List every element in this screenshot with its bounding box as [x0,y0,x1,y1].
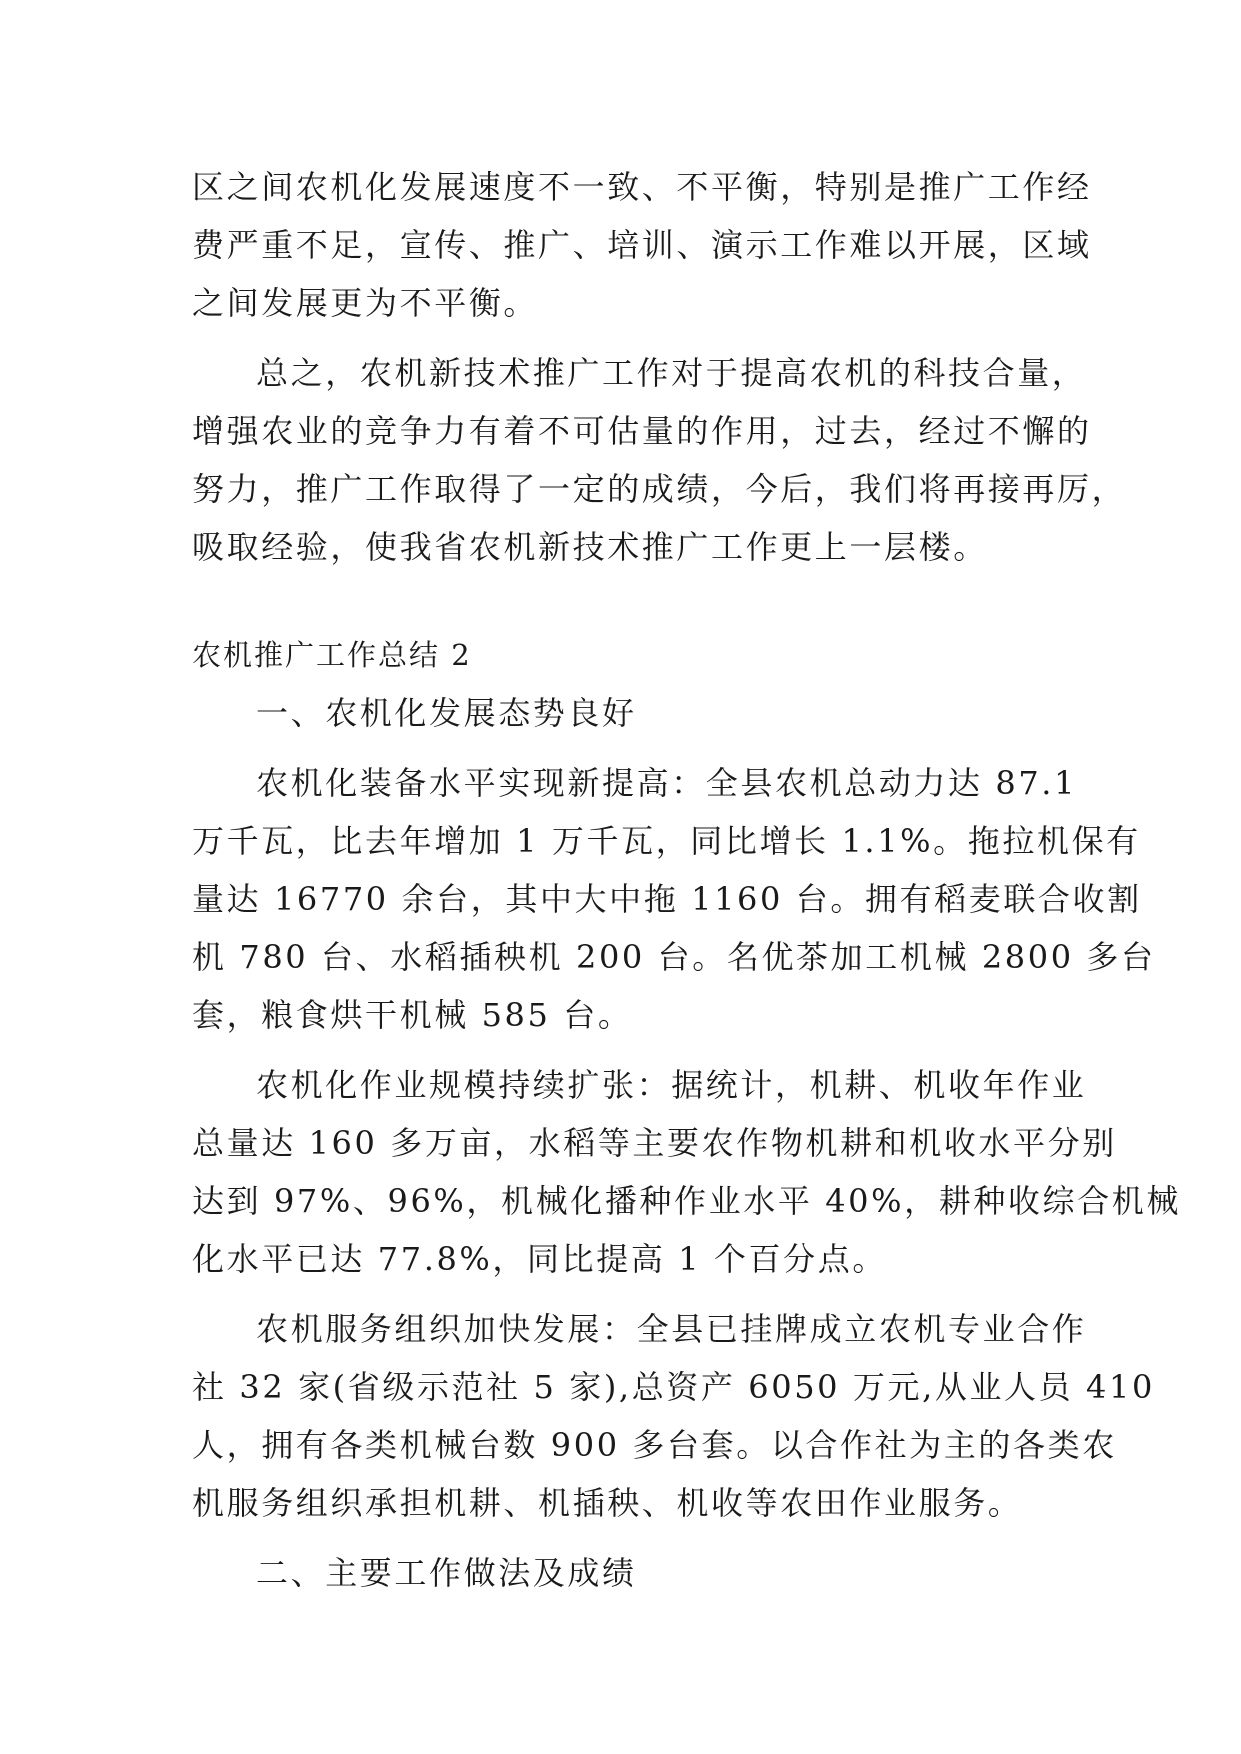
text-line: 化水平已达 77.8%，同比提高 1 个百分点。 [192,1240,887,1278]
paragraph-services [192,1300,1155,1532]
text-line: 人，拥有各类机械台数 900 多台套。以合作社为主的各类农 [192,1426,1117,1464]
text-line: 农机化作业规模持续扩张：据统计，机耕、机收年作业 [256,1066,1087,1104]
text-line: 区之间农机化发展速度不一致、不平衡，特别是推广工作经 [192,168,1092,206]
text-line: 之间发展更为不平衡。 [192,284,539,322]
text-line: 机服务组织承担机耕、机插秧、机收等农田作业服务。 [192,1484,1023,1522]
text-line: 增强农业的竞争力有着不可估量的作用，过去，经过不懈的 [192,412,1092,450]
paragraph-summary [192,344,1127,576]
text-line: 量达 16770 余台，其中大中拖 1160 台。拥有稻麦联合收割 [192,880,1142,918]
paragraph-continuation [192,158,1092,332]
text-line: 总之，农机新技术推广工作对于提高农机的科技合量， [256,354,1087,392]
text-line: 努力，推广工作取得了一定的成绩，今后，我们将再接再厉， [192,470,1127,508]
paragraph-operations [192,1056,1181,1288]
text-line: 套，粮食烘干机械 585 台。 [192,996,633,1034]
text-line: 费严重不足，宣传、推广、培训、演示工作难以开展，区域 [192,226,1092,264]
text-line: 吸取经验，使我省农机新技术推广工作更上一层楼。 [192,528,988,566]
text-line: 万千瓦，比去年增加 1 万千瓦，同比增长 1.1%。拖拉机保有 [192,822,1141,860]
section-title: 农机推广工作总结 2 [192,638,472,672]
text-line: 社 32 家(省级示范社 5 家),总资产 6050 万元,从业人员 410 [192,1368,1155,1406]
text-line: 农机服务组织加快发展：全县已挂牌成立农机专业合作 [256,1310,1087,1348]
heading-two: 二、主要工作做法及成绩 [256,1554,637,1592]
document-body [192,158,1181,1602]
text-line: 机 780 台、水稻插秧机 200 台。名优茶加工机械 2800 多台 [192,938,1156,976]
heading-one: 一、农机化发展态势良好 [256,694,637,732]
text-line: 农机化装备水平实现新提高：全县农机总动力达 87.1 [256,764,1078,802]
text-line: 总量达 160 多万亩，水稻等主要农作物机耕和机收水平分别 [192,1124,1117,1162]
paragraph-equipment [192,754,1156,1044]
text-line: 达到 97%、96%，机械化播种作业水平 40%，耕种收综合机械 [192,1182,1181,1220]
